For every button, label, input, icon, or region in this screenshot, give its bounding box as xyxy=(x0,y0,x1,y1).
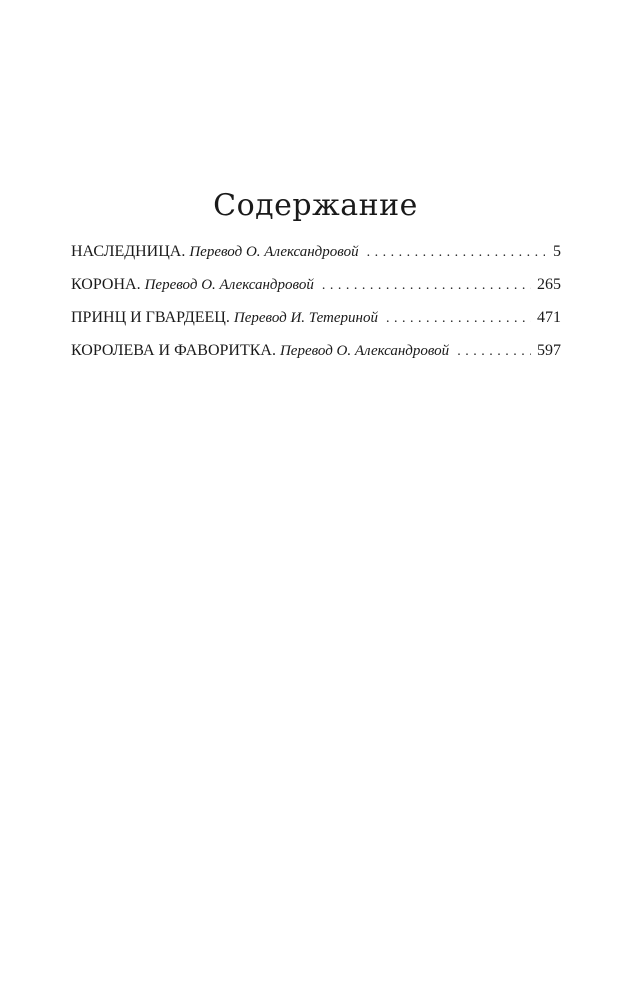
toc-entry-translator: Перевод О. Александровой xyxy=(279,343,450,359)
toc-entry-page-number: 597 xyxy=(537,342,561,359)
toc-entry xyxy=(71,309,561,342)
toc-entry-title: КОРОНА. xyxy=(71,276,141,293)
toc-entry xyxy=(71,243,561,276)
toc-entry-translator: Перевод О. Александровой xyxy=(144,277,314,293)
dot-leader xyxy=(386,311,531,327)
toc-entry-title: КОРОЛЕВА И ФАВОРИТКА. xyxy=(71,342,276,359)
toc-entry-page-number: 5 xyxy=(553,243,561,260)
toc-entry-page-number: 471 xyxy=(537,309,561,326)
toc-entry-translator: Перевод И. Тетериной xyxy=(233,310,378,326)
page-title: Содержание xyxy=(213,188,418,224)
toc-entry-title: НАСЛЕДНИЦА. xyxy=(71,243,186,260)
table-of-contents xyxy=(71,243,561,375)
dot-leader xyxy=(322,278,531,294)
toc-entry-title: ПРИНЦ И ГВАРДЕЕЦ. xyxy=(71,309,230,326)
dot-leader xyxy=(367,245,545,261)
toc-entry xyxy=(71,276,561,309)
toc-entry-translator: Перевод О. Александровой xyxy=(189,244,359,260)
toc-entry-page-number: 265 xyxy=(537,276,561,293)
toc-entry xyxy=(71,342,561,375)
dot-leader xyxy=(457,344,531,360)
